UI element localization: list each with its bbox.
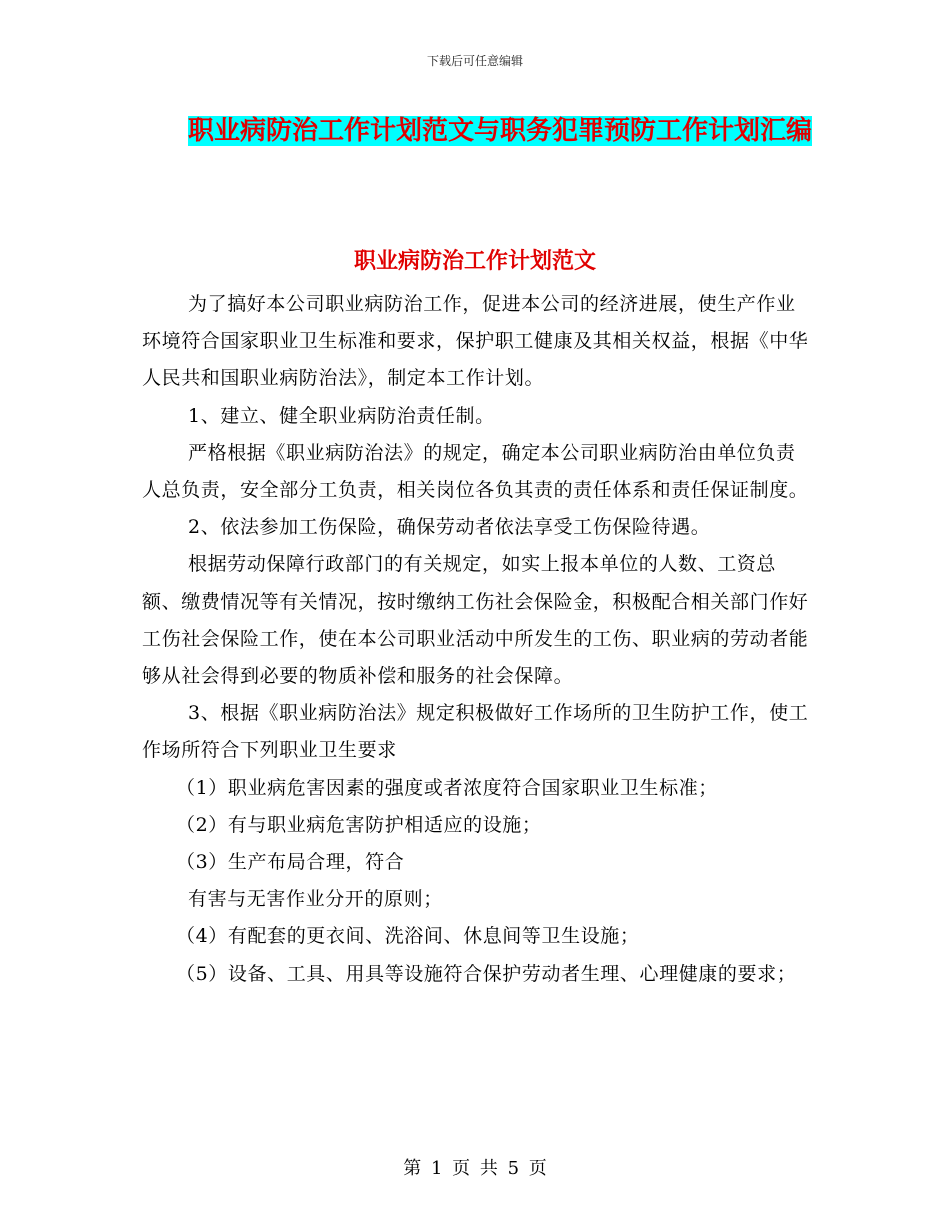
document-title-text: 职业病防治工作计划范文与职务犯罪预防工作计划汇编 [187, 116, 812, 146]
document-body [142, 286, 812, 993]
requirement-3: （3）生产布局合理，符合 [176, 851, 405, 874]
requirement-1: （1）职业病危害因素的强度或者浓度符合国家职业卫生标准； [176, 776, 718, 799]
paragraph-item-1-body: 严格根据《职业病防治法》的规定，确定本公司职业病防治由单位负责人总负责，安全部分工负责，相关岗位各负其责的责任体系和责任保证制度。 [142, 441, 809, 502]
requirement-3-continued: 有害与无害作业分开的原则； [188, 888, 443, 911]
paragraph-item-2-heading: 2、依法参加工伤保险，确保劳动者依法享受工伤保险待遇。 [188, 516, 711, 539]
section-title: 职业病防治工作计划范文 [353, 249, 596, 274]
paragraph-intro: 为了搞好本公司职业病防治工作，促进本公司的经济进展，使生产作业环境符合国家职业卫生标准和要求，保护职工健康及其相关权益，根据《中华人民共和国职业病防治法》，制定本工作计划。 [142, 293, 809, 390]
page-header-note: 下载后可任意编辑 [426, 54, 523, 68]
paragraph-item-1-heading: 1、建立、健全职业病防治责任制。 [188, 404, 495, 427]
paragraph-item-3-heading: 3、根据《职业病防治法》规定积极做好工作场所的卫生防护工作，使工作场所符合下列职业卫生要求 [142, 702, 809, 762]
requirement-2: （2）有与职业病危害防护相适应的设施； [176, 813, 542, 836]
document-title [180, 108, 820, 154]
requirement-5: （5）设备、工具、用具等设施符合保护劳动者生理、心理健康的要求； [176, 962, 797, 985]
requirement-4: （4）有配套的更衣间、洗浴间、休息间等卫生设施； [176, 925, 640, 948]
page-footer: 第 1 页 共 5 页 [403, 1158, 547, 1179]
paragraph-item-2-body: 根据劳动保障行政部门的有关规定，如实上报本单位的人数、工资总额、缴费情况等有关情况，按时缴纳工伤社会保险金，积极配合相关部门作好工伤社会保险工作，使在本公司职业活动中所发生的工伤、职业病的劳动者能够从社会得到必要的物质补偿和服务的社会保障。 [142, 553, 809, 688]
